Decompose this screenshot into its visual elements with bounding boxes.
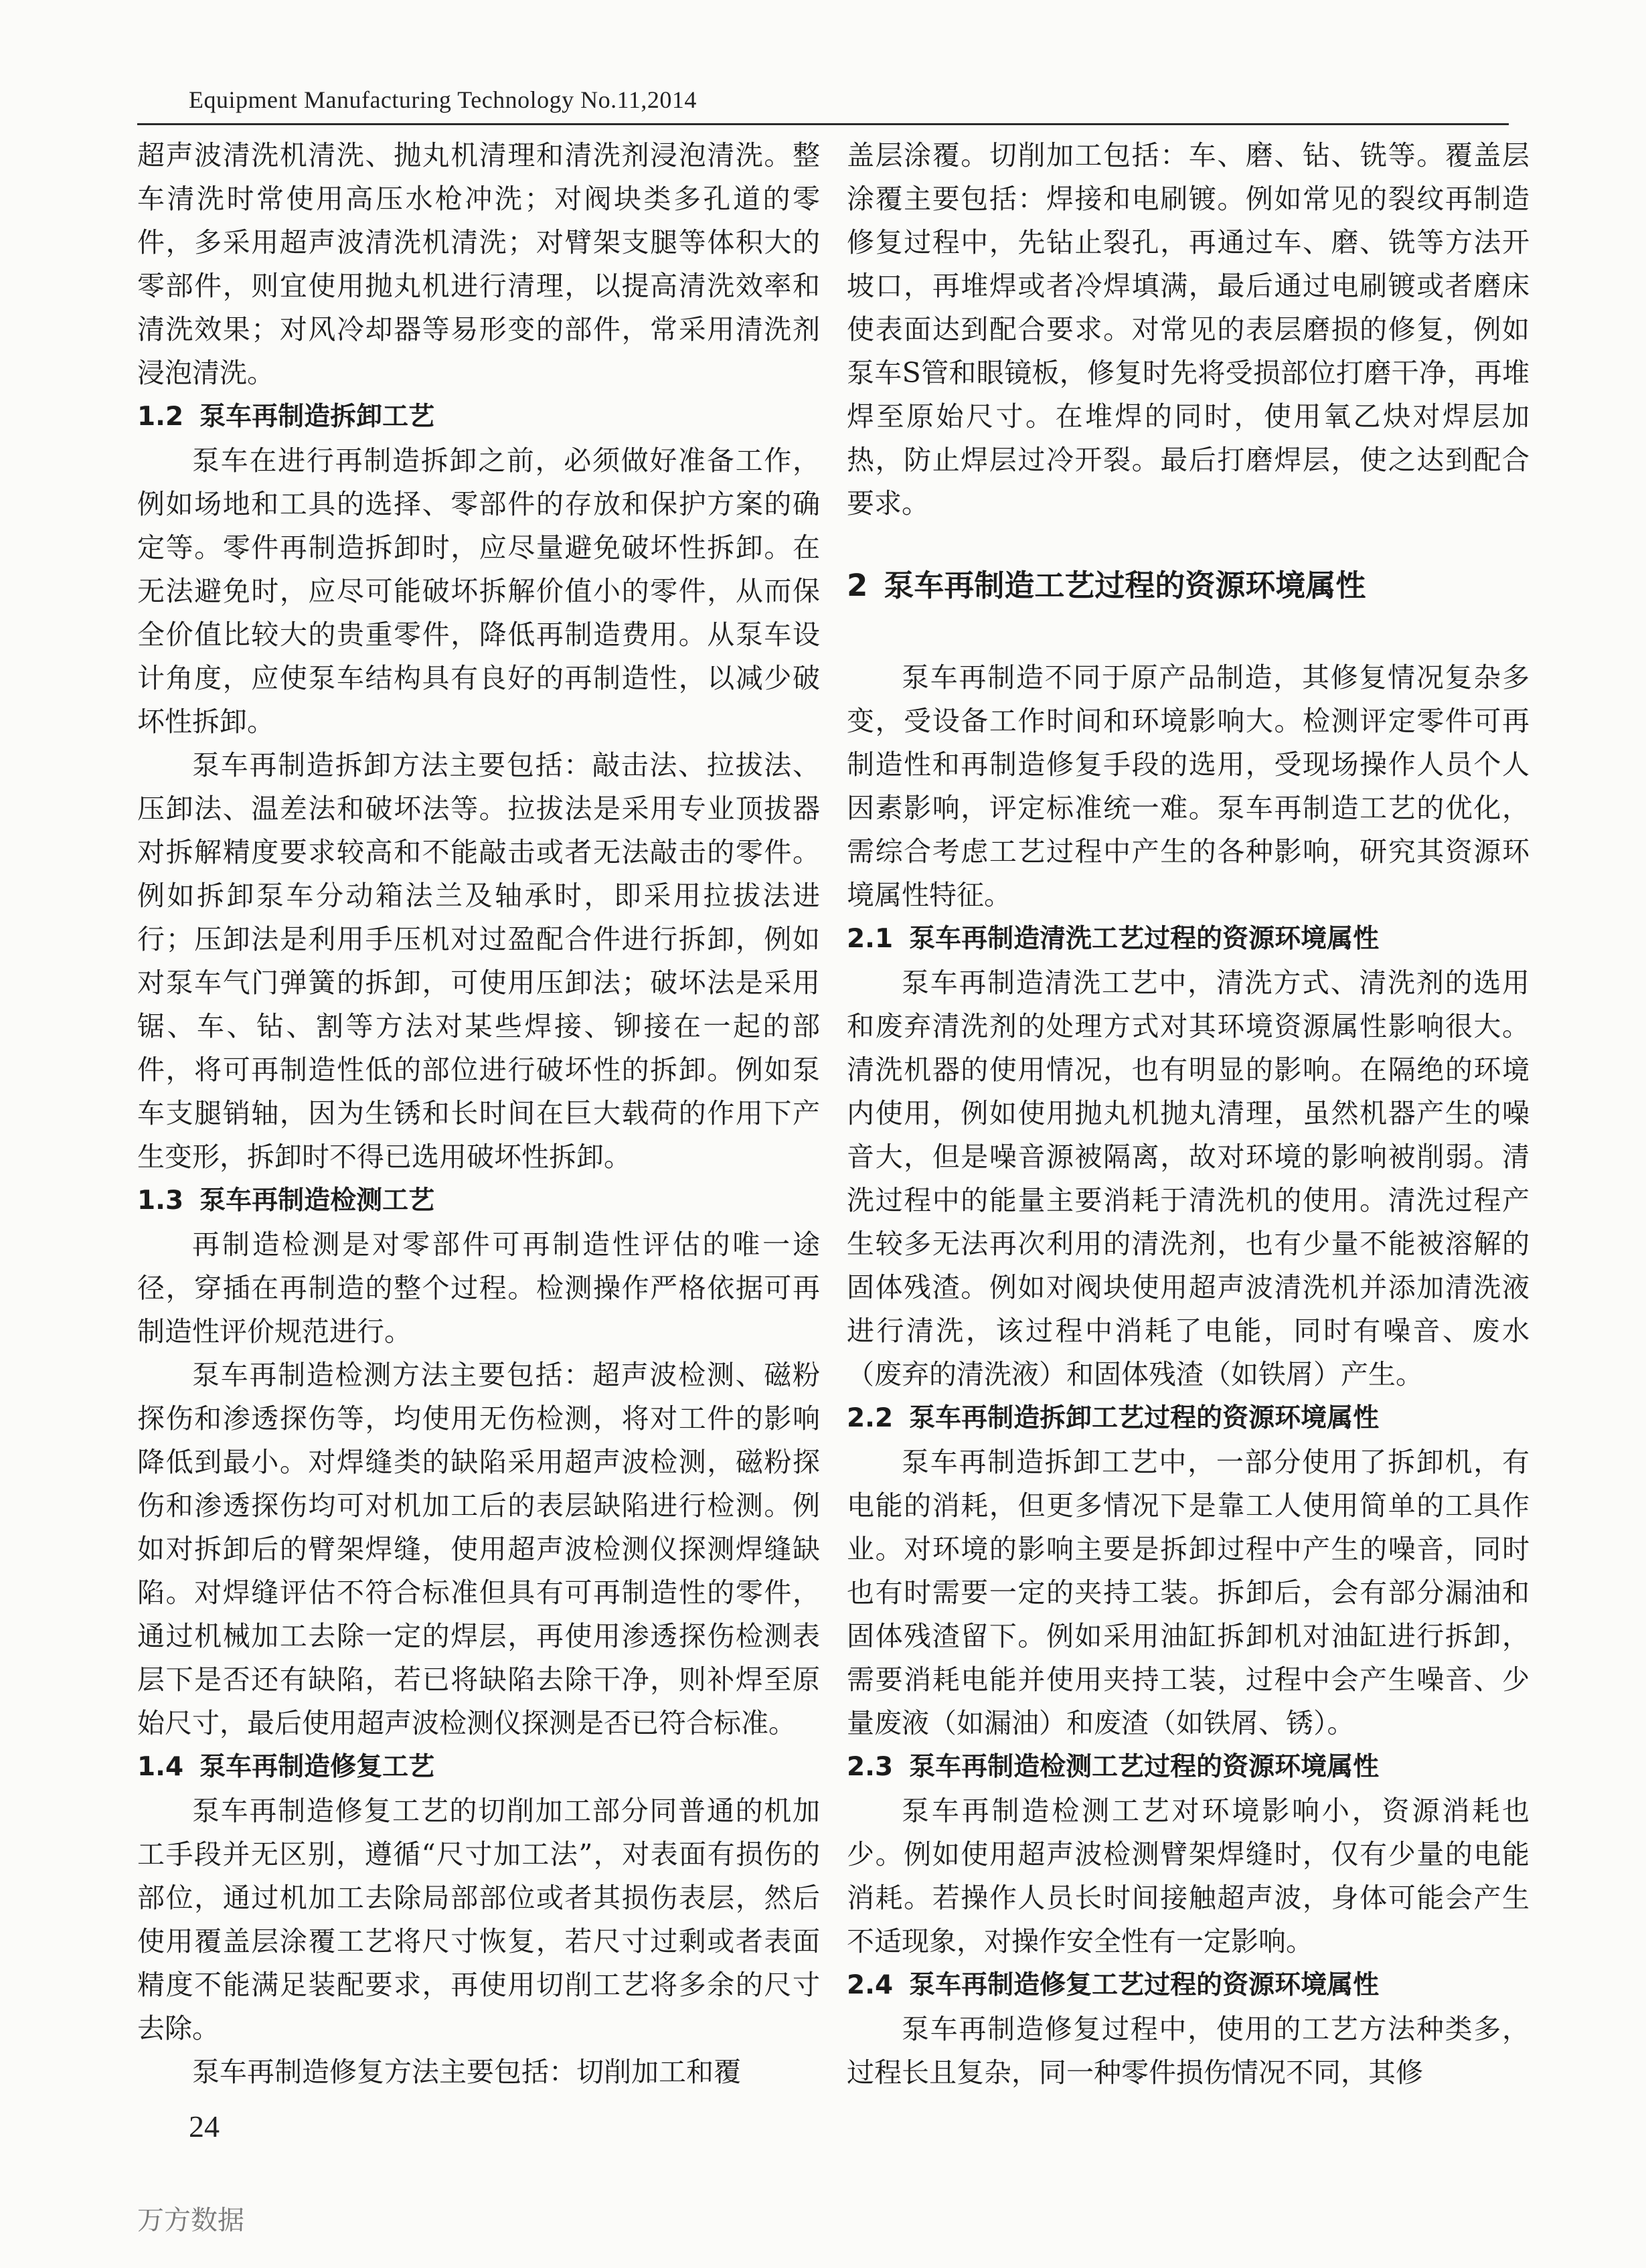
body-paragraph: 泵车再制造不同于原产品制造，其修复情况复杂多变，受设备工作时间和环境影响大。检测评定零件可再制造性和再制造修复手段的选用，受现场操作人员个人因素影响，评定标准统一难。泵车再制造工艺的优化，需综合考虑工艺过程中产生的各种影响，研究其资源环境属性特征。	[847, 661, 1530, 911]
body-paragraph: 泵车再制造检测工艺对环境影响小，资源消耗也少。例如使用超声波检测臂架焊缝时，仅有少量的电能消耗。若操作人员长时间接触超声波，身体可能会产生不适现象，对操作安全性有一定影响。	[847, 1795, 1530, 1957]
heading-text: 泵车再制造修复工艺过程的资源环境属性	[909, 1970, 1380, 2000]
right-column	[847, 134, 1530, 2089]
body-paragraph: 泵车再制造拆卸工艺中，一部分使用了拆卸机，有电能的消耗，但更多情况下是靠工人使用简单的工具作业。对环境的影响主要是拆卸过程中产生的噪音，同时也有时需要一定的夹持工装。拆卸后，会有部分漏油和固体残渣留下。例如采用油缸拆卸机对油缸进行拆卸，需要消耗电能并使用夹持工装，过程中会产生噪音、少量废液（如漏油）和废渣（如铁屑、锈）。	[847, 1446, 1530, 1739]
heading-number: 2	[847, 568, 868, 603]
body-paragraph: 泵车再制造检测方法主要包括：超声波检测、磁粉探伤和渗透探伤等，均使用无伤检测，将对工件的影响降低到最小。对焊缝类的缺陷采用超声波检测，磁粉探伤和渗透探伤均可对机加工后的表层缺陷进行检测。例如对拆卸后的臂架焊缝，使用超声波检测仪探测焊缝缺陷。对焊缝评估不符合标准但具有可再制造性的零件，通过机械加工去除一定的焊层，再使用渗透探伤检测表层下是否还有缺陷，若已将缺陷去除干净，则补焊至原始尺寸，最后使用超声波检测仪探测是否已符合标准。	[137, 1359, 820, 1739]
subsection-heading	[137, 1179, 820, 1223]
heading-text: 泵车再制造检测工艺过程的资源环境属性	[909, 1752, 1380, 1782]
section-heading	[847, 562, 1530, 609]
body-paragraph: 泵车再制造修复工艺的切削加工部分同普通的机加工手段并无区别，遵循“尺寸加工法”，对表面有损伤的部位，通过机加工去除局部部位或者其损伤表层，然后使用覆盖层涂覆工艺将尺寸恢复，若尺寸过剩或者表面精度不能满足装配要求，再使用切削工艺将多余的尺寸去除。	[137, 1795, 820, 2044]
body-paragraph: 盖层涂覆。切削加工包括：车、磨、钻、铣等。覆盖层涂覆主要包括：焊接和电刷镀。例如常见的裂纹再制造修复过程中，先钻止裂孔，再通过车、磨、铣等方法开坡口，再堆焊或者冷焊填满，最后通过电刷镀或者磨床使表面达到配合要求。对常见的表层磨损的修复，例如泵车S管和眼镜板，修复时先将受损部位打磨干净，再堆焊至原始尺寸。在堆焊的同时，使用氧乙炔对焊层加热，防止焊层过冷开裂。最后打磨焊层，使之达到配合要求。	[847, 139, 1530, 519]
heading-number: 1.3	[137, 1186, 184, 1216]
subsection-heading	[847, 917, 1530, 961]
heading-number: 1.2	[137, 402, 184, 432]
watermark: 万方数据	[137, 2205, 244, 2236]
heading-number: 2.2	[847, 1403, 894, 1433]
page-number: 24	[189, 2109, 220, 2143]
heading-text: 泵车再制造检测工艺	[199, 1186, 435, 1216]
heading-number: 2.1	[847, 924, 894, 954]
header-rule	[137, 123, 1509, 125]
heading-text: 泵车再制造拆卸工艺	[199, 402, 435, 432]
left-column	[137, 134, 820, 2088]
heading-number: 2.4	[847, 1970, 894, 2000]
heading-text: 泵车再制造修复工艺	[199, 1752, 435, 1782]
subsection-heading	[847, 1745, 1530, 1789]
subsection-heading	[847, 1396, 1530, 1441]
subsection-heading	[137, 395, 820, 439]
heading-text: 泵车再制造清洗工艺过程的资源环境属性	[909, 924, 1380, 954]
body-paragraph: 泵车再制造清洗工艺中，清洗方式、清洗剂的选用和废弃清洗剂的处理方式对其环境资源属性影响很大。清洗机器的使用情况，也有明显的影响。在隔绝的环境内使用，例如使用抛丸机抛丸清理，虽然机器产生的噪音大，但是噪音源被隔离，故对环境的影响被削弱。清洗过程中的能量主要消耗于清洗机的使用。清洗过程产生较多无法再次利用的清洗剂，也有少量不能被溶解的固体残渣。例如对阀块使用超声波清洗机并添加清洗液进行清洗，该过程中消耗了电能，同时有噪音、废水（废弃的清洗液）和固体残渣（如铁屑）产生。	[847, 967, 1530, 1390]
heading-text: 泵车再制造工艺过程的资源环境属性	[884, 568, 1366, 603]
running-head: Equipment Manufacturing Technology No.11,2014	[189, 86, 697, 113]
heading-text: 泵车再制造拆卸工艺过程的资源环境属性	[909, 1403, 1380, 1433]
body-paragraph: 泵车再制造拆卸方法主要包括：敲击法、拉拔法、压卸法、温差法和破坏法等。拉拔法是采用专业顶拔器对拆解精度要求较高和不能敲击或者无法敲击的零件。例如拆卸泵车分动箱法兰及轴承时，即采用拉拔法进行；压卸法是利用手压机对过盈配合件进行拆卸，例如对泵车气门弹簧的拆卸，可使用压卸法；破坏法是采用锯、车、钻、割等方法对某些焊接、铆接在一起的部件，将可再制造性低的部位进行破坏性的拆卸。例如泵车支腿销轴，因为生锈和长时间在巨大载荷的作用下产生变形，拆卸时不得已选用破坏性拆卸。	[137, 749, 820, 1173]
body-paragraph: 泵车在进行再制造拆卸之前，必须做好准备工作，例如场地和工具的选择、零部件的存放和保护方案的确定等。零件再制造拆卸时，应尽量避免破坏性拆卸。在无法避免时，应尽可能破坏拆解价值小的零件，从而保全价值比较大的贵重零件，降低再制造费用。从泵车设计角度，应使泵车结构具有良好的再制造性，以减少破坏性拆卸。	[137, 444, 820, 738]
subsection-heading	[847, 1963, 1530, 2008]
heading-number: 2.3	[847, 1752, 894, 1782]
body-paragraph: 超声波清洗机清洗、抛丸机清理和清洗剂浸泡清洗。整车清洗时常使用高压水枪冲洗；对阀块类多孔道的零件，多采用超声波清洗机清洗；对臂架支腿等体积大的零部件，则宜使用抛丸机进行清理，以提高清洗效率和清洗效果；对风冷却器等易形变的部件，常采用清洗剂浸泡清洗。	[137, 139, 820, 389]
subsection-heading	[137, 1745, 820, 1789]
body-paragraph: 再制造检测是对零部件可再制造性评估的唯一途径，穿插在再制造的整个过程。检测操作严格依据可再制造性评价规范进行。	[137, 1228, 820, 1348]
body-paragraph: 泵车再制造修复方法主要包括：切削加工和覆	[192, 2056, 741, 2088]
heading-number: 1.4	[137, 1752, 184, 1782]
body-paragraph: 泵车再制造修复过程中，使用的工艺方法种类多，过程长且复杂，同一种零件损伤情况不同，其修	[847, 2013, 1530, 2089]
